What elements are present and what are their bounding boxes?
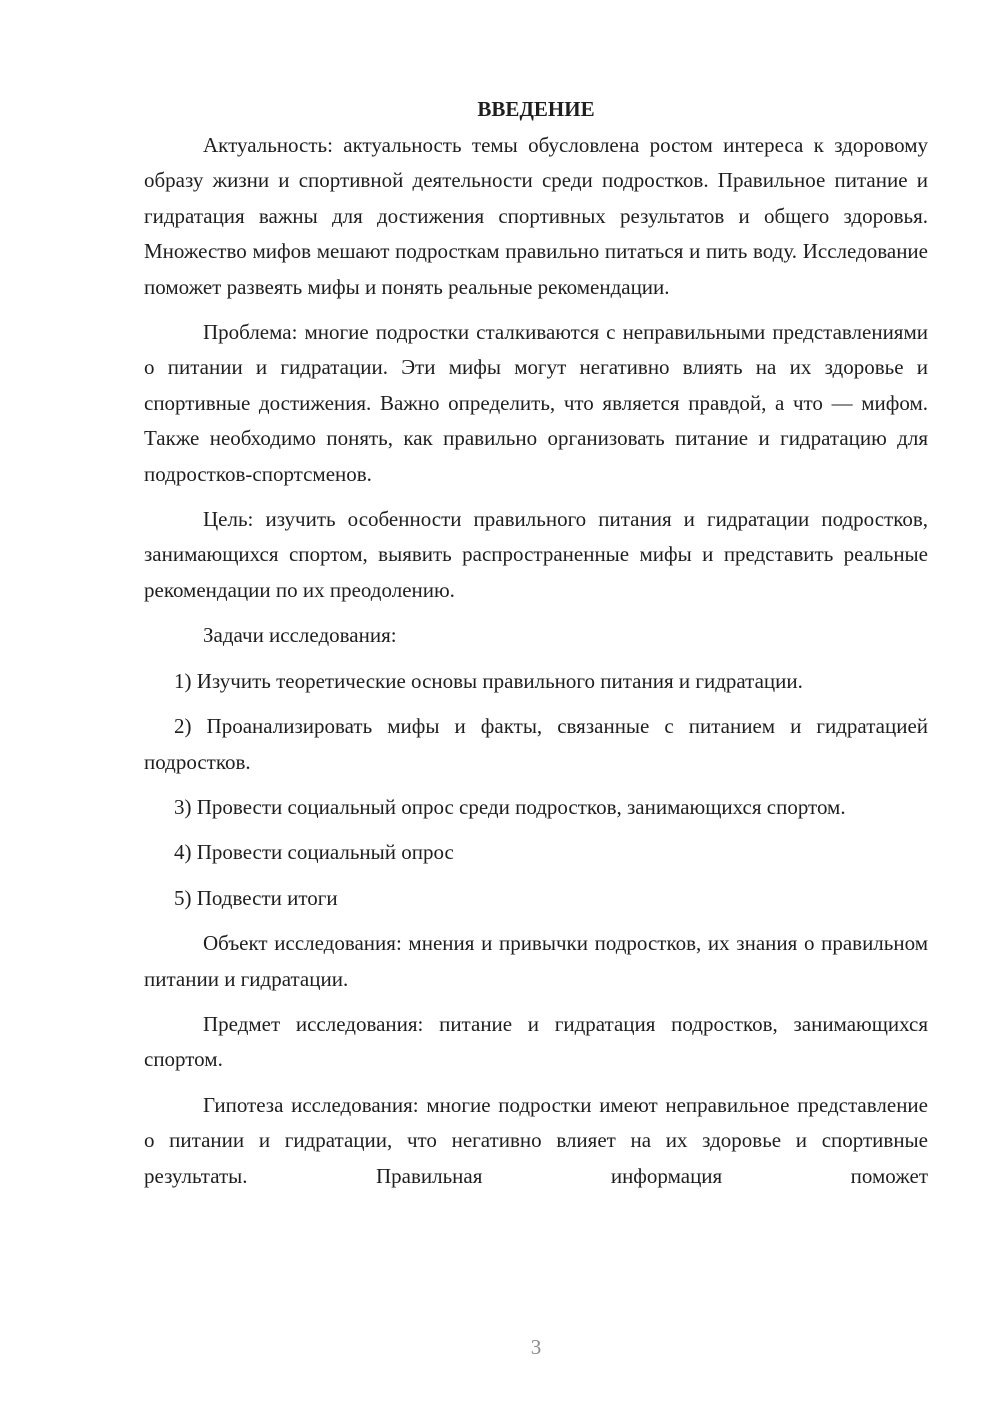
section-title: ВВЕДЕНИЕ: [477, 97, 595, 121]
task-item-5: 5) Подвести итоги: [174, 885, 338, 910]
paragraph-object: Объект исследования: мнения и привычки подростков, их знания о правильном питании и гидратации.: [144, 931, 928, 991]
document-page: [144, 92, 928, 1204]
paragraph-problem: Проблема: многие подростки сталкиваются с неправильными представлениями о питании и гидратации. Эти мифы могут негативно влиять на их здоровье и спортивные достижения. Важно определить, что является правдой, а что — мифом. Также необходимо понять, как правильно организовать питание и гидратацию для подростков-спортсменов.: [144, 320, 928, 486]
paragraph-subject: Предмет исследования: питание и гидратация подростков, занимающихся спортом.: [144, 1011, 928, 1072]
paragraph-tasks-heading: Задачи исследования:: [203, 623, 397, 648]
task-item-1: 1) Изучить теоретические основы правильного питания и гидратации.: [174, 668, 803, 693]
page-number: 3: [530, 1335, 542, 1359]
paragraph-hypothesis: Гипотеза исследования: многие подростки имеют неправильное представление о питании и гидратации, что негативно влияет на их здоровье и спортивные результаты. Правильная информация поможет: [144, 1092, 928, 1188]
paragraph-goal: Цель: изучить особенности правильного питания и гидратации подростков, занимающихся спортом, выявить распространенные мифы и представить реальные рекомендации по их преодолению.: [144, 507, 928, 602]
task-item-4: 4) Провести социальный опрос: [174, 840, 454, 865]
paragraph-relevance: Актуальность: актуальность темы обусловлена ростом интереса к здоровому образу жизни и спортивной деятельности среди подростков. Правильное питание и гидратация важны для достижения спортивных результатов и общего здоровья. Множество мифов мешают подросткам правильно питаться и пить воду. Исследование поможет развеять мифы и понять реальные рекомендации.: [144, 133, 928, 299]
task-item-2: 2) Проанализировать мифы и факты, связанные с питанием и гидратацией подростков.: [144, 714, 928, 774]
task-item-3: 3) Провести социальный опрос среди подростков, занимающихся спортом.: [174, 794, 846, 819]
